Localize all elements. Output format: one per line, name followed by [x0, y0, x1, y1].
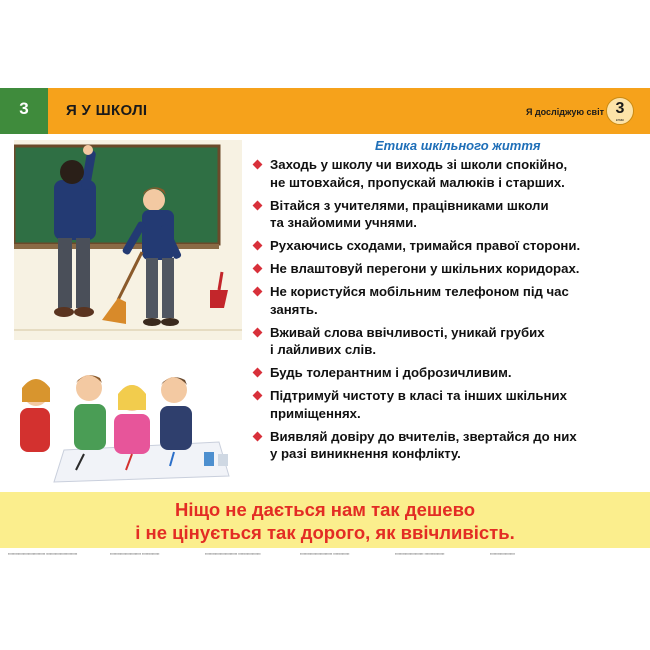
rule-text: Будь толерантним і доброзичливим.: [270, 365, 512, 380]
rule-item: [252, 283, 642, 318]
diamond-bullet-icon: [253, 160, 263, 170]
diamond-bullet-icon: [253, 200, 263, 210]
rule-text: не штовхайся, пропускай малюків і старших.: [270, 174, 565, 190]
section-number-box: [0, 88, 48, 134]
rule-text: Підтримуй чистоту в класі та інших шкільних: [270, 388, 567, 403]
rule-text: Не користуйся мобільним телефоном під час: [270, 284, 569, 299]
diamond-bullet-icon: [253, 241, 263, 251]
chalkboard-illustration: [14, 140, 242, 340]
diamond-bullet-icon: [253, 287, 263, 297]
grade-word: клас: [615, 117, 625, 122]
rules-list: [252, 156, 642, 468]
rule-item: [252, 260, 642, 278]
rule-item: [252, 237, 642, 255]
page-title: Я У ШКОЛІ: [66, 102, 148, 119]
rule-item: [252, 197, 642, 232]
rule-item: [252, 324, 642, 359]
rule-text: Вживай слова ввічливості, уникай грубих: [270, 324, 545, 340]
imprint-block: ▪▪▪▪▪▪▪▪▪▪▪▪▪▪▪▪▪▪▪▪▪▪▪▪▪▪ ▪▪▪▪▪▪▪▪▪▪▪▪▪: [300, 552, 350, 556]
rule-text: Заходь у школу чи виходь зі школи спокійно,: [270, 157, 568, 172]
grade-badge: [606, 97, 634, 125]
rule-text: Не влаштовуй перегони у шкільних коридорах.: [270, 261, 580, 276]
rule-item: [252, 387, 642, 422]
rule-text: занять.: [270, 301, 318, 317]
grade-number: 3: [615, 100, 625, 117]
header-bar: [0, 88, 650, 134]
diamond-bullet-icon: [253, 327, 263, 337]
rules-subtitle: Етика шкільного життя: [375, 138, 541, 153]
imprint-block: ▪▪▪▪▪▪▪▪▪▪▪▪▪▪▪▪▪▪▪▪: [490, 552, 515, 556]
rule-text: приміщеннях.: [270, 405, 361, 421]
section-number: 3: [19, 99, 29, 118]
rule-text: Рухаючись сходами, тримайся правої сторони.: [270, 238, 581, 253]
rule-text: і лайливих слів.: [270, 342, 376, 357]
rule-text: Виявляй довіру до вчителів, звертайся до них: [270, 428, 577, 444]
diamond-bullet-icon: [253, 264, 263, 274]
imprint-block: ▪▪▪▪▪▪▪▪▪▪▪▪▪▪▪▪▪▪▪▪▪▪▪▪▪ ▪▪▪▪▪▪▪▪▪▪▪▪▪▪: [110, 552, 160, 556]
imprint-block: ▪▪▪▪▪▪▪▪▪▪▪▪▪▪▪▪▪▪▪▪▪▪▪ ▪▪▪▪▪▪▪▪▪▪▪▪▪▪▪▪: [395, 552, 445, 556]
publisher-imprint: [0, 550, 650, 570]
diamond-bullet-icon: [253, 368, 263, 378]
rule-text: Вітайся з учителями, працівниками школи: [270, 197, 549, 213]
quote-line-1: Ніщо не дається нам так дешево: [174, 499, 476, 520]
quote-banner: [0, 492, 650, 548]
imprint-block: ▪▪▪▪▪▪▪▪▪▪▪▪▪▪▪▪▪▪▪▪▪▪▪▪▪▪▪▪▪▪ ▪▪▪▪▪▪▪▪▪▪▪▪▪▪▪▪▪▪▪▪▪▪▪▪▪: [8, 552, 78, 556]
diamond-bullet-icon: [253, 431, 263, 441]
series-name: Я досліджую світ: [525, 107, 604, 117]
quote-line-2: і не цінується так дорого, як ввічливість.: [135, 522, 515, 543]
rule-item: [252, 428, 642, 463]
poster: [0, 88, 650, 578]
children-drawing-illustration: [14, 358, 242, 486]
rule-text: та знайомими учнями.: [270, 215, 417, 230]
rule-item: [252, 156, 642, 191]
rule-text: у разі виникнення конфлікту.: [270, 446, 461, 461]
diamond-bullet-icon: [253, 391, 263, 401]
imprint-block: ▪▪▪▪▪▪▪▪▪▪▪▪▪▪▪▪▪▪▪▪▪▪▪▪▪▪ ▪▪▪▪▪▪▪▪▪▪▪▪▪▪▪▪▪▪: [205, 552, 261, 556]
rule-item: [252, 364, 642, 382]
